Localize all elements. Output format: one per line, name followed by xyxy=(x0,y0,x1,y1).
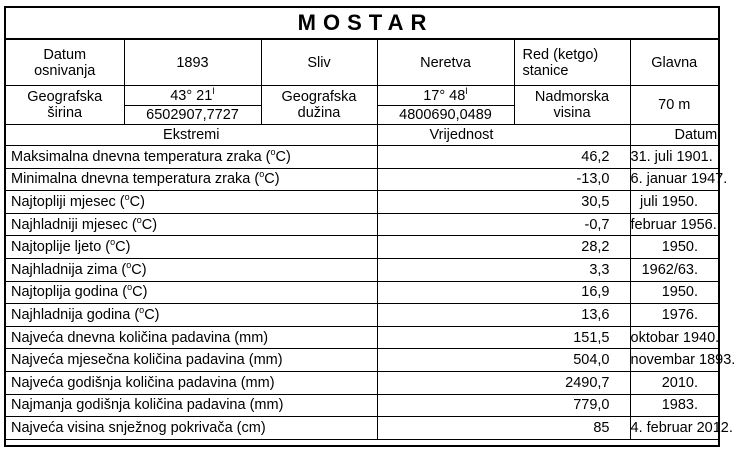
degree-mark: o xyxy=(126,259,132,270)
extreme-date: oktobar 1940. xyxy=(630,326,718,349)
table-row xyxy=(6,168,718,191)
table-row xyxy=(6,326,718,349)
extreme-value: 30,5 xyxy=(377,191,630,214)
latitude-minute-mark: I xyxy=(212,85,215,96)
extreme-date: 2010. xyxy=(630,371,718,394)
extreme-value: 779,0 xyxy=(377,394,630,417)
extreme-value: 504,0 xyxy=(377,349,630,372)
extreme-date: juli 1950. xyxy=(630,191,718,214)
longitude-coordinate: 4800690,0489 xyxy=(377,106,514,125)
datum-osnivanja-value: 1893 xyxy=(124,39,261,86)
extreme-name: Maksimalna dnevna temperatura zraka ($^o$C) xyxy=(6,146,377,169)
extreme-value: 16,9 xyxy=(377,281,630,304)
header-datum: Datum xyxy=(630,125,718,146)
longitude-value: 17° $48^I$ xyxy=(377,86,514,106)
extreme-date: 1983. xyxy=(630,394,718,417)
extreme-name: Najveća godišnja količina padavina (mm) xyxy=(6,371,377,394)
extreme-name: Najtoplije ljeto ($^o$C) xyxy=(6,236,377,259)
extreme-value: 3,3 xyxy=(377,258,630,281)
extreme-date: 31. juli 1901. xyxy=(630,146,718,169)
geografska-sirina-label: Geografska širina xyxy=(6,86,124,125)
table-row xyxy=(6,304,718,327)
extreme-name: Najveća visina snježnog pokrivača (cm) xyxy=(6,417,377,440)
nadmorska-visina-label: Nadmorska visina xyxy=(514,86,630,125)
page-title: MOSTAR xyxy=(6,8,718,39)
degree-mark: o xyxy=(270,146,276,157)
longitude-minute-mark: I xyxy=(465,85,468,96)
datum-osnivanja-label: Datum osnivanja xyxy=(6,39,124,86)
extreme-name: Najhladnija zima ($^o$C) xyxy=(6,258,377,281)
extreme-value: -0,7 xyxy=(377,213,630,236)
degree-mark: o xyxy=(259,169,265,180)
extreme-date: 1950. xyxy=(630,281,718,304)
geografska-duzina-label: Geografska dužina xyxy=(261,86,377,125)
extreme-date: 4. februar 2012. xyxy=(630,417,718,440)
extreme-name: Najveća mjesečna količina padavina (mm) xyxy=(6,349,377,372)
red-stanice-label: Red (ketgo) stanice xyxy=(514,39,630,86)
extreme-name: Najhladniji mjesec ($^o$C) xyxy=(6,213,377,236)
extreme-name: Minimalna dnevna temperatura zraka ($^o$C) xyxy=(6,168,377,191)
extreme-value: 28,2 xyxy=(377,236,630,259)
table-row xyxy=(6,258,718,281)
sliv-label: Sliv xyxy=(261,39,377,86)
table-row xyxy=(6,236,718,259)
extreme-name: Najtoplija godina ($^o$C) xyxy=(6,281,377,304)
degree-mark: o xyxy=(139,304,145,315)
extreme-value: 2490,7 xyxy=(377,371,630,394)
latitude-value: 43° $21^I$ xyxy=(124,86,261,106)
degree-mark: o xyxy=(110,237,116,248)
table-row xyxy=(6,417,718,440)
red-stanice-value: Glavna xyxy=(630,39,718,86)
extreme-date: 6. januar 1947. xyxy=(630,168,718,191)
degree-mark: o xyxy=(124,191,130,202)
extreme-value: 13,6 xyxy=(377,304,630,327)
table-row xyxy=(6,146,718,169)
table-row xyxy=(6,349,718,372)
climate-table-frame xyxy=(4,6,735,447)
extreme-value: 85 xyxy=(377,417,630,440)
extreme-name: Najmanja godišnja količina padavina (mm) xyxy=(6,394,377,417)
table-row xyxy=(6,371,718,394)
extreme-value: 151,5 xyxy=(377,326,630,349)
table-row xyxy=(6,213,718,236)
nadmorska-visina-value: 70 m xyxy=(630,86,718,125)
extreme-date: 1962/63. xyxy=(630,258,718,281)
extreme-name: Najhladnija godina ($^o$C) xyxy=(6,304,377,327)
sliv-value: Neretva xyxy=(377,39,514,86)
degree-mark: o xyxy=(136,214,142,225)
table-row xyxy=(6,281,718,304)
degree-mark: o xyxy=(127,282,133,293)
climate-table xyxy=(6,8,735,440)
header-vrijednost: Vrijednost xyxy=(377,125,630,146)
header-ekstremi: Ekstremi xyxy=(6,125,377,146)
extreme-date: 1950. xyxy=(630,236,718,259)
latitude-coordinate: 6502907,7727 xyxy=(124,106,261,125)
extreme-date: februar 1956. xyxy=(630,213,718,236)
extreme-name: Najtopliji mjesec ($^o$C) xyxy=(6,191,377,214)
table-row xyxy=(6,191,718,214)
extreme-value: 46,2 xyxy=(377,146,630,169)
extreme-value: -13,0 xyxy=(377,168,630,191)
extreme-name: Najveća dnevna količina padavina (mm) xyxy=(6,326,377,349)
extreme-date: 1976. xyxy=(630,304,718,327)
table-row xyxy=(6,394,718,417)
extreme-date: novembar 1893. xyxy=(630,349,718,372)
